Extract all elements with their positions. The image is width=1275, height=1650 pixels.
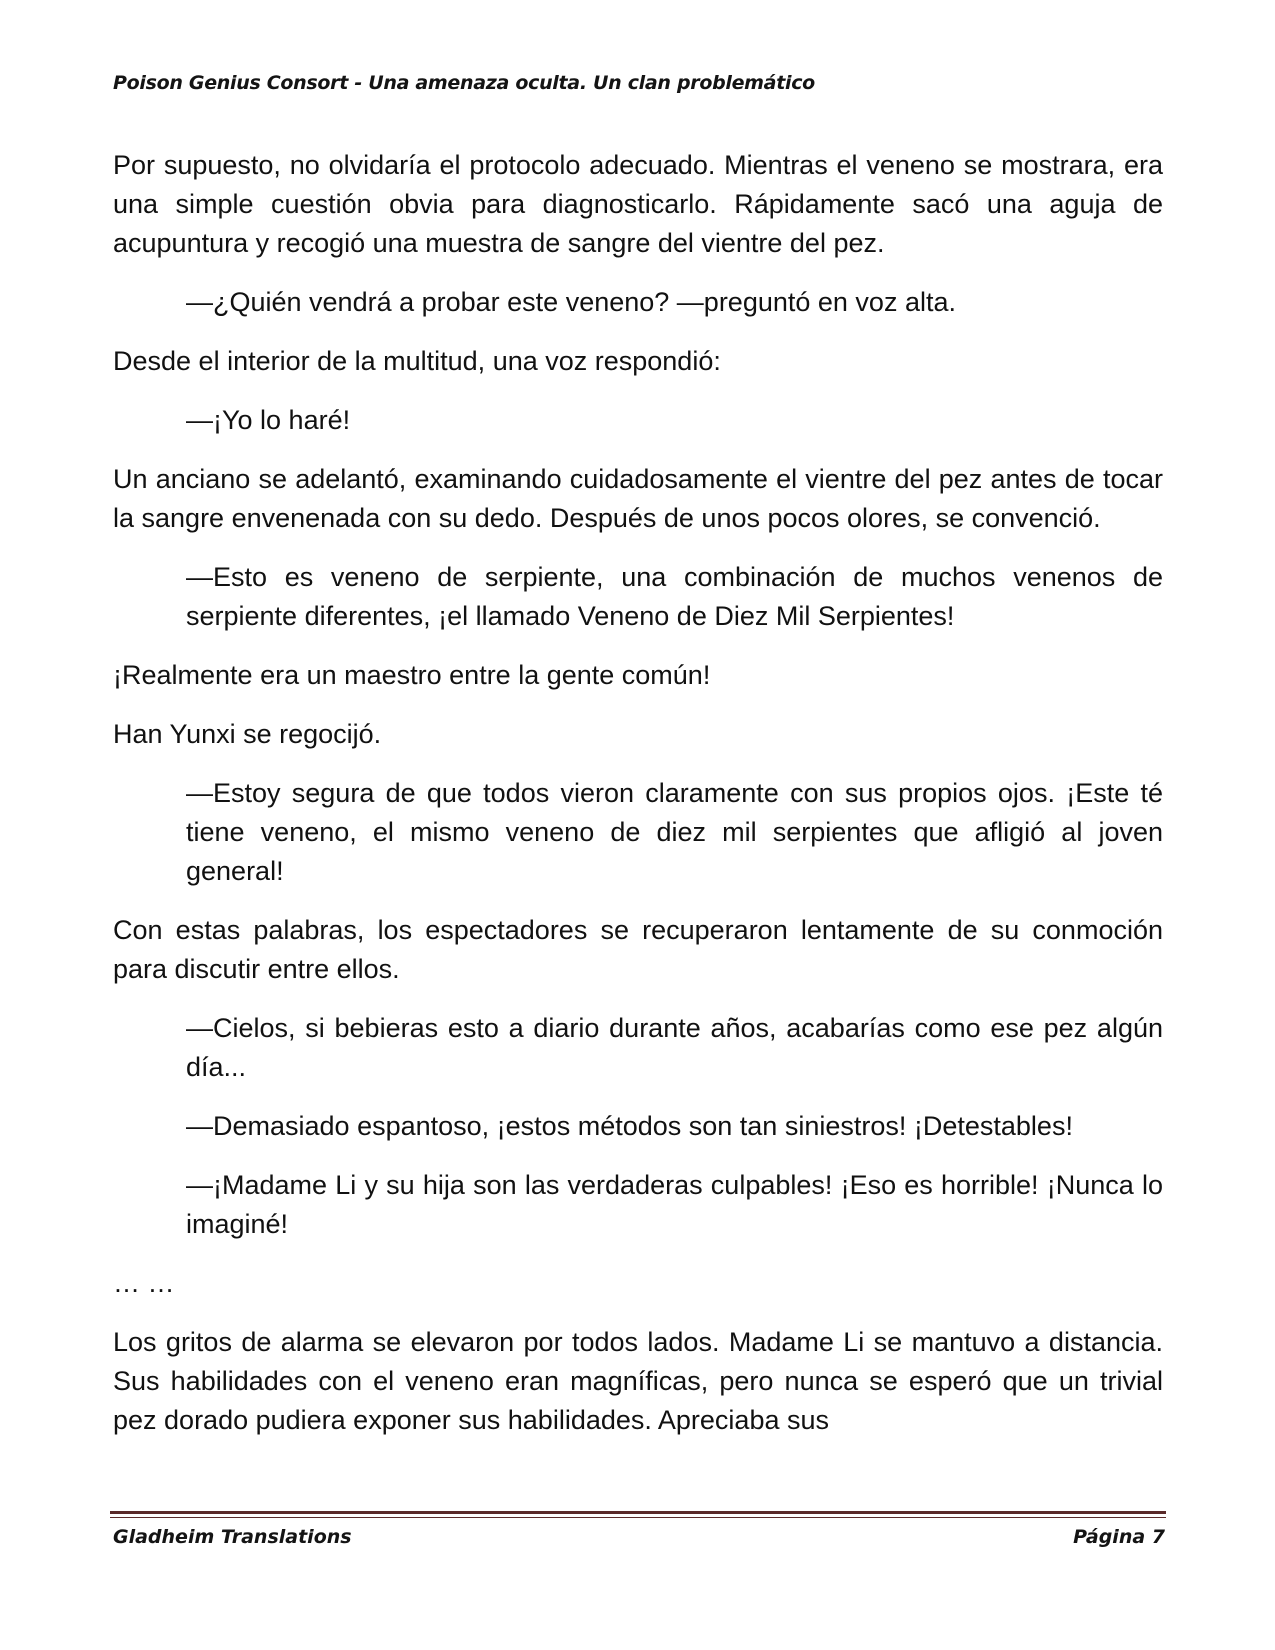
footer-divider-thin [110,1517,1166,1518]
page-header-title: Poison Genius Consort - Una amenaza oculta. Un clan problemático [113,72,815,94]
paragraph: Desde el interior de la multitud, una voz respondió: [113,346,721,376]
page-number: Página 7 [1073,1526,1165,1548]
dialogue-line: —Estoy segura de que todos vieron claramente con sus propios ojos. ¡Este té tiene veneno, el mismo veneno de diez mil serpientes que afligió al joven general! [186,778,1163,886]
dialogue-line: —¡Yo lo haré! [186,405,351,435]
paragraph: Un anciano se adelantó, examinando cuidadosamente el vientre del pez antes de tocar la sangre envenenada con su dedo. Después de unos pocos olores, se convenció. [113,464,1163,533]
scene-break: … … [113,1268,175,1298]
dialogue-line: —Cielos, si bebieras esto a diario durante años, acabarías como ese pez algún día... [186,1013,1163,1082]
paragraph: Por supuesto, no olvidaría el protocolo adecuado. Mientras el veneno se mostrara, era una simple cuestión obvia para diagnosticarlo. Rápidamente sacó una aguja de acupuntura y recogió una muestra de sangre del vientre del pez. [113,150,1163,258]
document-body [113,146,1163,1440]
dialogue-line: —Demasiado espantoso, ¡estos métodos son tan siniestros! ¡Detestables! [186,1111,1073,1141]
dialogue-line: —¡Madame Li y su hija son las verdaderas culpables! ¡Eso es horrible! ¡Nunca lo imaginé! [186,1170,1163,1239]
dialogue-line: —Esto es veneno de serpiente, una combinación de muchos venenos de serpiente diferentes, ¡el llamado Veneno de Diez Mil Serpientes! [186,562,1163,631]
paragraph: Han Yunxi se regocijó. [113,719,382,749]
footer-publisher: Gladheim Translations [113,1526,352,1548]
paragraph: Los gritos de alarma se elevaron por todos lados. Madame Li se mantuvo a distancia. Sus habilidades con el veneno eran magníficas, pero nunca se esperó que un trivial pez dorado pudiera exponer sus habilidades. Apreciaba sus [113,1327,1163,1435]
footer-divider [110,1511,1166,1514]
paragraph: ¡Realmente era un maestro entre la gente común! [113,660,711,690]
dialogue-line: —¿Quién vendrá a probar este veneno? —preguntó en voz alta. [186,287,956,317]
paragraph: Con estas palabras, los espectadores se recuperaron lentamente de su conmoción para discutir entre ellos. [113,915,1163,984]
